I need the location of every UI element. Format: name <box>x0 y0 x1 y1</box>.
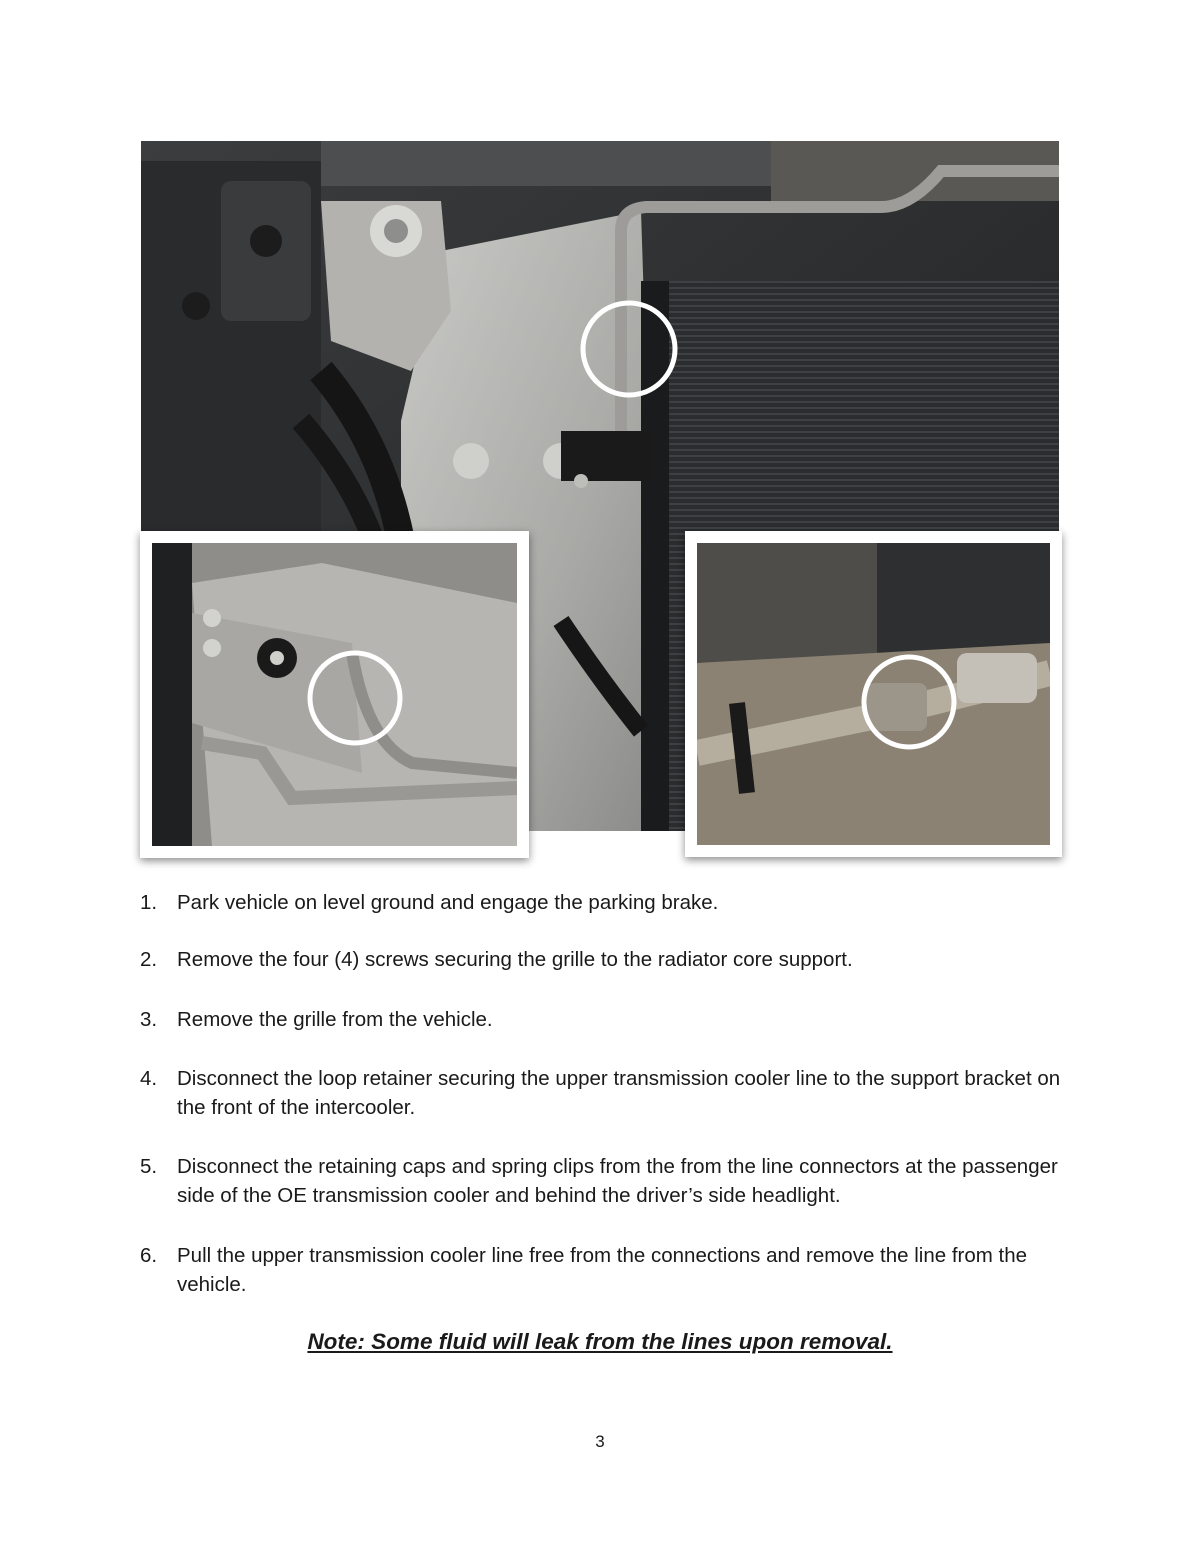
page-number: 3 <box>595 1432 605 1451</box>
list-item <box>140 1064 1070 1122</box>
list-item <box>140 888 1070 917</box>
step-text: Park vehicle on level ground and engage the parking brake. <box>177 891 719 914</box>
step-number: 6. <box>140 1244 158 1267</box>
list-item <box>140 1152 1070 1210</box>
step-number: 5. <box>140 1155 158 1178</box>
removal-note: Note: Some fluid will leak from the lines upon removal. <box>307 1329 893 1354</box>
list-item <box>140 1241 1070 1299</box>
step-text: Remove the four (4) screws securing the grille to the radiator core support. <box>177 948 853 971</box>
step-text: Remove the grille from the vehicle. <box>177 1008 493 1031</box>
step-text: Disconnect the retaining caps and spring clips from the from the line connectors at the passenger side of the OE transmission cooler and behind the driver’s side headlight. <box>177 1155 1058 1207</box>
step-number: 1. <box>140 891 158 914</box>
list-item <box>140 1005 1070 1034</box>
step-number: 3. <box>140 1008 158 1031</box>
step-number: 2. <box>140 948 158 971</box>
step-number: 4. <box>140 1067 158 1090</box>
step-text: Pull the upper transmission cooler line free from the connections and remove the line from the vehicle. <box>177 1244 1028 1296</box>
line-connector-inset-photo <box>685 531 1062 857</box>
step-text: Disconnect the loop retainer securing the upper transmission cooler line to the support bracket on the front of the intercooler. <box>177 1067 1061 1119</box>
list-item <box>140 945 1070 974</box>
loop-retainer-inset-photo <box>140 531 529 858</box>
